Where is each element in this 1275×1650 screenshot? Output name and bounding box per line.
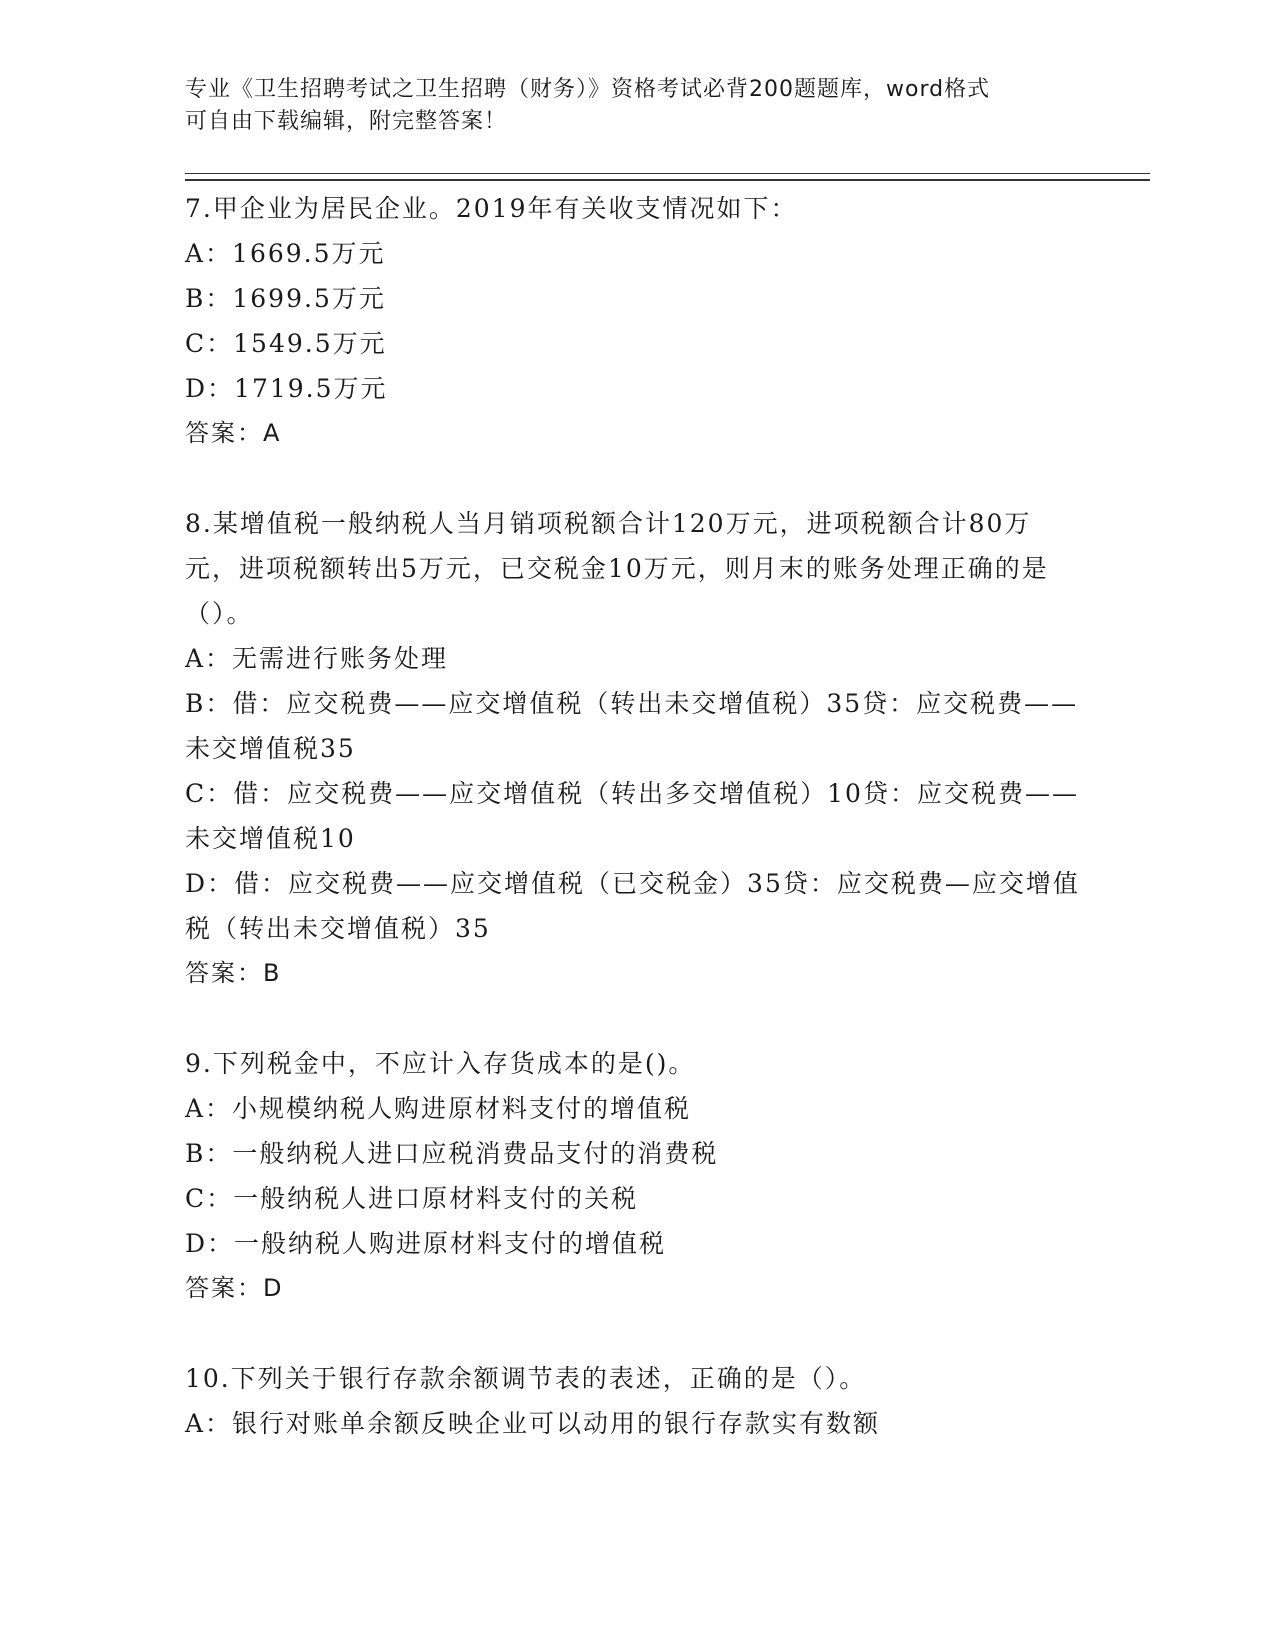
option-c: C：借：应交税费——应交增值税（转出多交增值税）10贷：应交税费——未交增值税10: [185, 779, 1079, 853]
question-7: [185, 186, 1085, 456]
option-b: B：一般纳税人进口应税消费品支付的消费税: [185, 1139, 719, 1168]
answer: 答案：A: [185, 419, 282, 447]
question-10: [185, 1356, 1085, 1446]
option-c: C：1549.5万元: [185, 329, 387, 358]
header-line-2: 可自由下载编辑，附完整答案！: [185, 109, 508, 134]
question-stem: 7.甲企业为居民企业。2019年有关收支情况如下：: [185, 194, 798, 223]
question-8: [185, 501, 1085, 996]
option-a: A：小规模纳税人购进原材料支付的增值税: [185, 1094, 692, 1123]
question-stem: 10.下列关于银行存款余额调节表的表述，正确的是（）。: [185, 1364, 867, 1393]
question-stem: 9.下列税金中，不应计入存货成本的是()。: [185, 1049, 696, 1078]
option-a: A：1669.5万元: [185, 239, 386, 268]
option-d: D：借：应交税费——应交增值税（已交税金）35贷：应交税费—应交增值税（转出未交增值税）35: [185, 869, 1080, 943]
option-b: B：1699.5万元: [185, 284, 386, 313]
option-d: D：一般纳税人购进原材料支付的增值税: [185, 1229, 667, 1258]
option-b: B：借：应交税费——应交增值税（转出未交增值税）35贷：应交税费——未交增值税35: [185, 689, 1079, 763]
question-9: [185, 1041, 1085, 1311]
header-divider: [185, 173, 1150, 181]
option-a: A：无需进行账务处理: [185, 644, 449, 673]
question-stem: 8.某增值税一般纳税人当月销项税额合计120万元，进项税额合计80万元，进项税额转出5万元，已交税金10万元，则月末的账务处理正确的是（）。: [185, 509, 1049, 628]
header-line-1: 专业《卫生招聘考试之卫生招聘（财务）》资格考试必背200题题库，word格式: [185, 77, 991, 102]
option-d: D：1719.5万元: [185, 374, 388, 403]
question-list: [185, 186, 1085, 1446]
answer: 答案：D: [185, 1274, 284, 1302]
answer: 答案：B: [185, 959, 282, 987]
option-c: C：一般纳税人进口原材料支付的关税: [185, 1184, 639, 1213]
document-header: [185, 74, 1065, 138]
option-a: A：银行对账单余额反映企业可以动用的银行存款实有数额: [185, 1409, 881, 1438]
